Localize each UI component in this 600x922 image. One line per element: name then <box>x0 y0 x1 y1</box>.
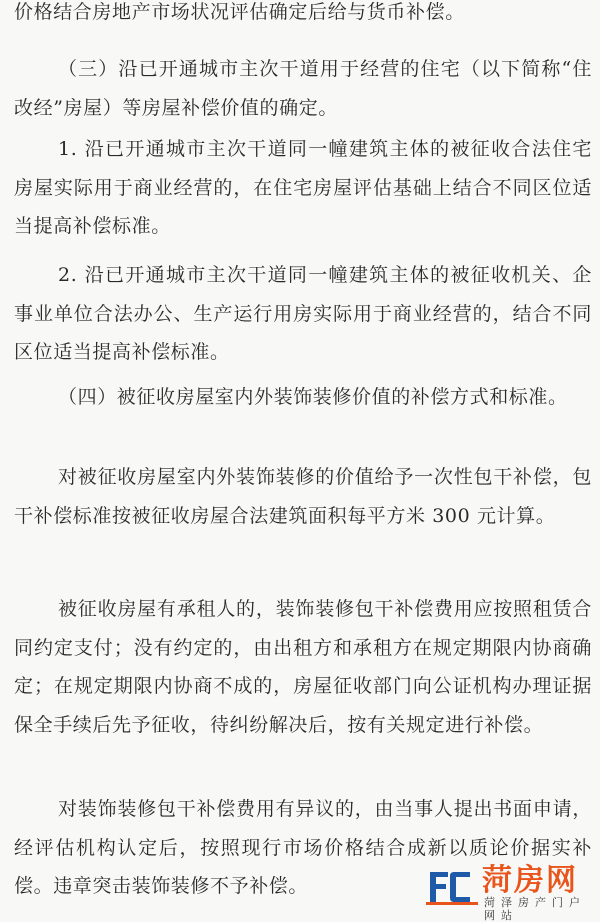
paragraph-section-four-heading: （四）被征收房屋室内外装饰装修价值的补偿方式和标准。 <box>58 386 568 408</box>
paragraph-decoration-lump-sum: 对被征收房屋室内外装饰装修的价值给予一次性包干补偿，包干补偿标准按被征收房屋合法建筑面积每平方米 300 元计算。 <box>14 466 592 527</box>
watermark-site-subtitle: 菏泽房产门户网站 <box>484 896 586 922</box>
paragraph-objection-handling: 对装饰装修包干补偿费用有异议的，由当事人提出书面申请，经评估机构认定后，按照现行市场价格结合成新以质论价据实补偿。违章突击装饰装修不予补偿。 <box>14 798 592 897</box>
paragraph-item-two: 2. 沿已开通城市主次干道同一幢建筑主体的被征收机关、企事业单位合法办公、生产运行用房实际用于商业经营的，结合不同区位适当提高补偿标准。 <box>14 264 592 363</box>
watermark-site-name: 菏房网 <box>482 863 578 898</box>
paragraph-item-one: 1. 沿已开通城市主次干道同一幢建筑主体的被征收合法住宅房屋实际用于商业经营的，在住宅房屋评估基础上结合不同区位适当提高补偿标准。 <box>14 138 592 237</box>
paragraph-compensation-price: 价格结合房地产市场状况评估确定后给与货币补偿。 <box>14 1 465 23</box>
paragraph-tenant-arrangement: 被征收房屋有承租人的，装饰装修包干补偿费用应按照租赁合同约定支付；没有约定的，由出租方和承租方在规定期限内协商确定；在规定期限内协商不成的，房屋征收部门向公证机构办理证据保全手续后先予征收，待纠纷解决后，按有关规定进行补偿。 <box>14 598 592 736</box>
fc-logo-icon <box>426 866 478 906</box>
site-watermark <box>426 863 596 922</box>
paragraph-section-three-heading: （三）沿已开通城市主次干道用于经营的住宅（以下简称“住改经”房屋）等房屋补偿价值的确定。 <box>14 58 592 119</box>
